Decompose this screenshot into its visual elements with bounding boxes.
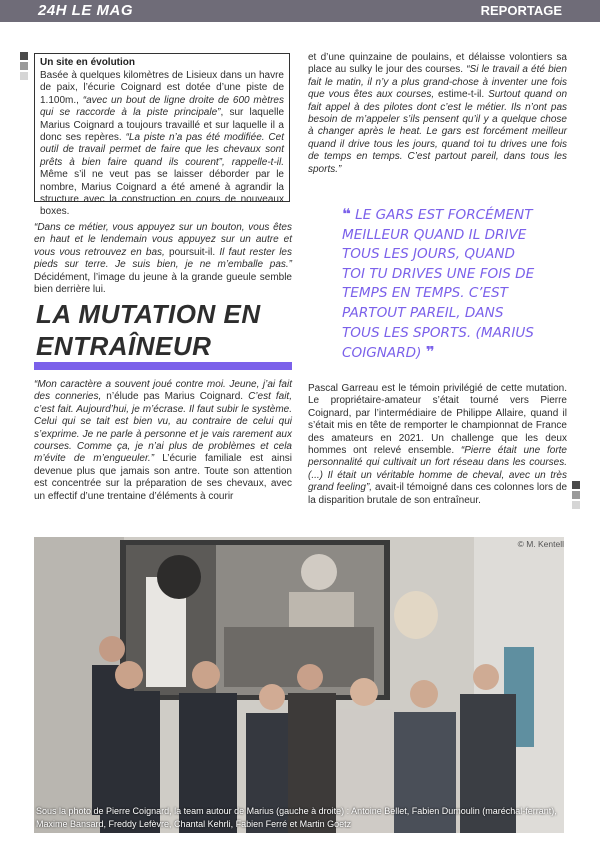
section-headline: LA MUTATION EN ENTRAÎNEUR (36, 299, 261, 361)
info-box-title: Un site en évolution (40, 57, 136, 68)
magazine-title: 24H LE MAG (38, 2, 134, 19)
photo-caption: Sous la photo de Pierre Coignard, la team autour de Marius (gauche à droite) : Antoine Bellet, Fabien Dumoulin (maréchal-ferrant), Maxime Bansard, Freddy Lefèvre, Chantal Kehrli, Fabien Ferré et Martin Goetz (36, 806, 557, 829)
pull-quote-text: LE GARS EST FORCÉMENT MEILLEUR QUAND IL DRIVE TOUS LES JOURS, QUAND TOI TU DRIVES UNE FOIS DE TEMPS EN TEMPS. C’EST PARTOUT PAREIL, DANS TOUS LES SPORTS. (MARIUS COIGNARD) (342, 207, 535, 362)
decor-squares-right (572, 481, 580, 511)
open-quote-icon: ❝ (342, 205, 351, 223)
decor-squares-left (20, 52, 28, 82)
right-paragraph-2: Pascal Garreau est le témoin privilégié de cette mutation. Le propriétaire-amateur s’était tourné vers Pierre Coignard, par l’intermédiaire de Philippe Allaire, quand il s’était mis en tête de remporter le championnat de France des amateurs en 2021. Un challenge que les deux hommes ont relevé ensemble. “Pierre était une forte personnalité qui cultivait un fort réseau dans les courses. (...) Il était un véritable homme de cheval, avec un très grand feeling”, avait-il témoigné dans ces colonnes lors de la disparition brutale de son entraîneur. (308, 383, 568, 506)
close-quote-icon: ❞ (425, 343, 435, 362)
team-photo (34, 537, 564, 833)
left-paragraph-1: “Dans ce métier, vous appuyez sur un bouton, vous êtes en haut et le lendemain vous appuyez sur un autre et vous vous retrouvez en bas, poursuit-il. Il faut rester les pieds sur terre. Je suis bien, je ne m’emballe pas.” Décidément, l’image du jeune à la grande gueule semble bien derrière lui. (34, 222, 292, 296)
top-banner (0, 0, 600, 22)
right-paragraph-1: et d’une quinzaine de poulains, et délaisse volontiers sa place au sulky le jour des courses. “Si le travail a été bien fait le matin, il n’y a plus grand-chose à inventer une fois que vous êtes aux courses, estime-t-il. Surtout quand on fait appel à des pilotes dont c’est le métier. Ils n’ont pas besoin de m’appeler s’ils pensent qu’il y a quelque chose à changer après le heat. Le gars est forcément meilleur quand il drive tous les jours, quand toi tu drives une fois de temps en temps. C’est partout pareil, dans tous les sports.” (308, 52, 568, 175)
left-paragraph-2: “Mon caractère a souvent joué contre moi. Jeune, j’ai fait des conneries, n’élude pas Marius Coignard. C’est fait, c’est fait. Aujourd’hui, je m’écrase. Il faut subir le système. Celui qui se tait est bien vu, au contraire de celui qui s’exprime. Je ne parle à personne et je vais rarement aux courses. Comme ça, je n’ai plus de problèmes et cela m’évite de m’engueuler.” L’écurie familiale est ainsi devenue plus que jamais son antre. Toute son attention est concentrée sur la préparation de ses chevaux, avec un effectif d’une trentaine d’éléments à courir (34, 379, 292, 502)
team-photo-illustration (34, 537, 564, 833)
headline-underline (34, 362, 292, 370)
photo-credit: © M. Kentell (517, 539, 564, 549)
info-box-text: Basée à quelques kilomètres de Lisieux dans un havre de paix, l’écurie Coignard est dotée d’une piste de 1.100m., “avec un bout de ligne droite de 600 mètres qui se raccorde à la piste principale”, sur laquelle Marius Coignard a toujours travaillé et sur laquelle il a donc ses repères. “La piste n’a pas été modifiée. Cet outil de travail permet de faire que les chevaux sont prêts à bien faire quand ils courent”, rappelle-t-il. Même s’il ne veut pas se laisser déborder par le nombre, Marius Coignard a été amené à agrandir la structure avec la construction en cours de nouveaux boxes. (40, 70, 284, 218)
info-box (34, 53, 290, 218)
section-label: REPORTAGE (480, 3, 562, 18)
pull-quote (342, 205, 542, 364)
